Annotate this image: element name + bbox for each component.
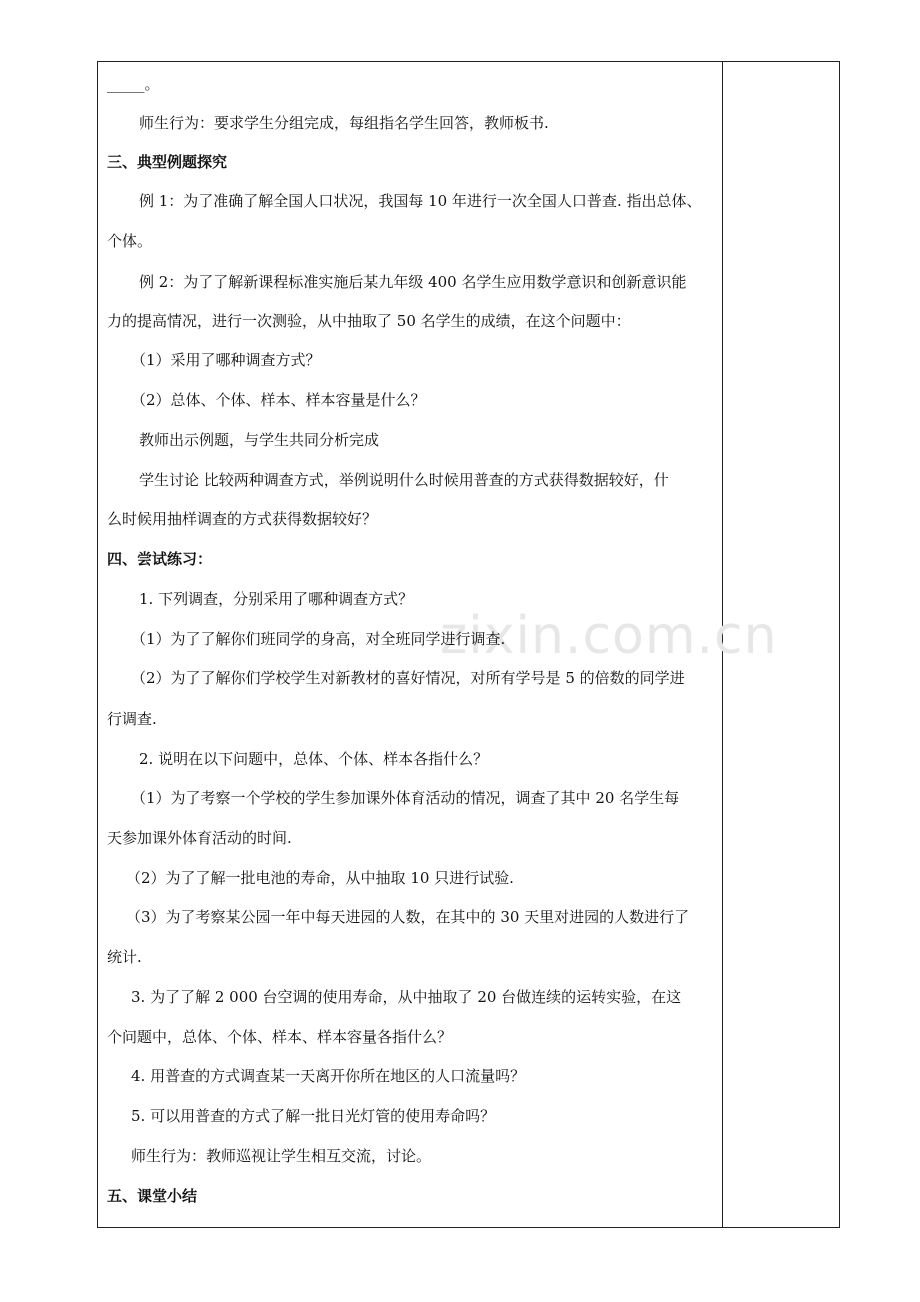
paragraph-line: （2）总体、个体、样本、样本容量是什么？ [131, 391, 426, 409]
paragraph-line: （1）为了了解你们班同学的身高，对全班同学进行调查. [131, 630, 506, 648]
paragraph-line: 天参加课外体育活动的时间. [107, 829, 292, 847]
paragraph-line: （1）为了考察一个学校的学生参加课外体育活动的情况，调查了其中 20 名学生每 [131, 789, 680, 807]
paragraph-line: 师生行为：要求学生分组完成，每组指名学生回答，教师板书. [139, 114, 549, 132]
paragraph-line: 统计. [107, 948, 142, 966]
paragraph-line: （2）为了了解你们学校学生对新教材的喜好情况，对所有学号是 5 的倍数的同学进 [131, 669, 685, 687]
paragraph-line: 5. 可以用普查的方式了解一批日光灯管的使用寿命吗？ [131, 1107, 496, 1125]
paragraph-line: 1. 下列调查，分别采用了哪种调查方式？ [139, 590, 414, 608]
paragraph-line: （1）采用了哪种调查方式？ [131, 351, 321, 369]
paragraph-line: 么时候用抽样调查的方式获得数据较好？ [107, 510, 378, 528]
paragraph-line: 个体。 [107, 232, 153, 250]
paragraph-line: 例 1：为了准确了解全国人口状况，我国每 10 年进行一次全国人口普查. 指出总体、 [139, 192, 702, 210]
paragraph-line: 学生讨论 比较两种调查方式，举例说明什么时候用普查的方式获得数据较好，什 [139, 471, 669, 489]
watermark: zixin.com.cn [440, 606, 778, 666]
paragraph-line: 师生行为：教师巡视让学生相互交流，讨论。 [131, 1147, 432, 1165]
paragraph-line: 力的提高情况，进行一次测验，从中抽取了 50 名学生的成绩，在这个问题中： [107, 312, 631, 330]
blank-fill-line: _____。 [107, 75, 160, 93]
paragraph-line: 个问题中，总体、个体、样本、样本容量各指什么？ [107, 1028, 453, 1046]
paragraph-line: 例 2：为了了解新课程标准实施后某九年级 400 名学生应用数学意识和创新意识能 [139, 273, 687, 291]
paragraph-line: （3）为了考察某公园一年中每天进园的人数，在其中的 30 天里对进园的人数进行了 [126, 908, 690, 926]
section-heading: 三、典型例题探究 [107, 153, 228, 171]
section-heading: 四、尝试练习： [107, 550, 213, 568]
paragraph-line: 3. 为了了解 2 000 台空调的使用寿命，从中抽取了 20 台做连续的运转实验，在这 [131, 988, 682, 1006]
paragraph-line: 2. 说明在以下问题中，总体、个体、样本各指什么？ [139, 750, 489, 768]
section-heading: 五、课堂小结 [107, 1187, 198, 1205]
paragraph-line: 4. 用普查的方式调查某一天离开你所在地区的人口流量吗？ [131, 1067, 526, 1085]
paragraph-line: 行调查. [107, 710, 157, 728]
paragraph-line: 教师出示例题，与学生共同分析完成 [139, 431, 380, 449]
paragraph-line: （2）为了了解一批电池的寿命，从中抽取 10 只进行试验. [126, 869, 514, 887]
